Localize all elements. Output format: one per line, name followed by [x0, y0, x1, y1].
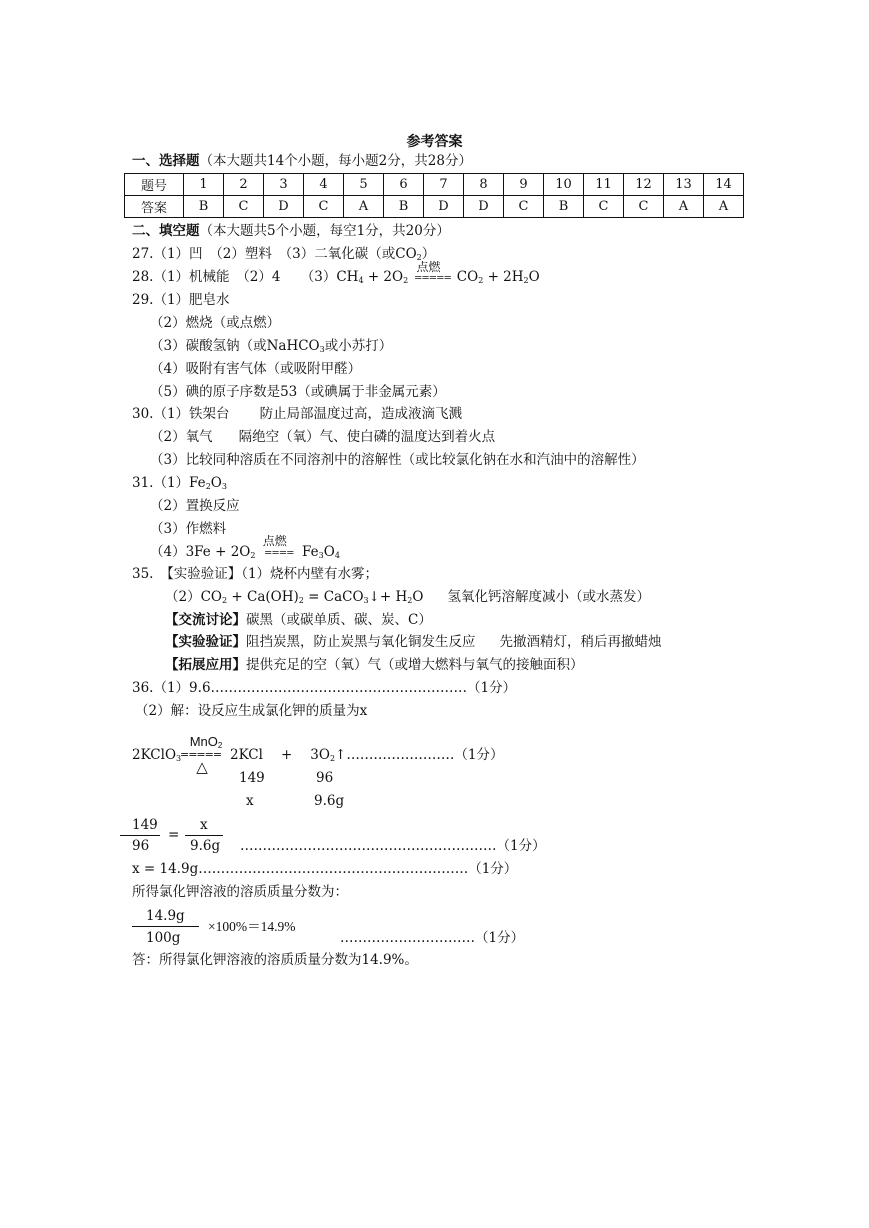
table-cell: C [224, 196, 264, 218]
final-answer: 答：所得氯化钾溶液的溶质质量分数为14.9%。 [132, 952, 418, 968]
subscript: 2 [478, 276, 484, 285]
answer-text: O [210, 475, 222, 491]
table-cell: A [664, 196, 704, 218]
answer-text: O [323, 544, 335, 560]
subscript: 2 [416, 253, 422, 262]
bracket-label: 【交流讨论】 [165, 612, 246, 628]
answer-text: = CaCO [303, 589, 364, 605]
answer-text: ↓+ H [368, 589, 408, 605]
answer-30-2 [150, 428, 495, 446]
subscript: 2 [217, 741, 223, 750]
answer-27 [132, 245, 435, 263]
answer-36-2: （2）解：设反应生成氯化钾的质量为x [135, 703, 368, 719]
subscript: 3 [318, 551, 324, 560]
table-cell: 10 [544, 174, 584, 196]
answer-text: 先撤酒精灯，稍后再撤蜡烛 [499, 634, 662, 650]
answer-text: 28.（1）机械能 （2）4 （3）CH [132, 269, 359, 285]
table-cell: D [424, 196, 464, 218]
answer-text: 提供充足的空（氧）气（或增大燃料与氧气的接触面积） [246, 657, 584, 673]
subscript: 3 [176, 754, 182, 763]
table-cell: B [384, 196, 424, 218]
table-cell: B [184, 196, 224, 218]
table-cell: 14 [704, 174, 744, 196]
answer-text: 氢氧化钙溶解度减小（或水蒸发） [447, 589, 650, 605]
answer-30-1 [132, 405, 462, 423]
answer-text: + Ca(OH) [227, 589, 299, 605]
fraction-2-numerator: x [200, 817, 208, 833]
table-row [125, 196, 744, 218]
answer-text: 2KCl [230, 747, 263, 763]
fraction-bar [185, 835, 223, 836]
fraction-3-numerator: 14.9g [146, 908, 185, 924]
reaction-equals: ===== [180, 748, 222, 761]
table-cell: 5 [344, 174, 384, 196]
table-cell: 13 [664, 174, 704, 196]
answer-text: 防止局部温度过高，造成液滴飞溅 [259, 406, 463, 422]
answer-29-2: （2）燃烧（或点燃） [150, 315, 281, 331]
fraction-bar [120, 835, 160, 836]
subscript: 3 [319, 345, 325, 354]
answer-text: 隔绝空（氧）气、使白磷的温度达到着火点 [238, 429, 496, 445]
score-note: …………………………………………………（1分） [240, 838, 546, 854]
answer-31-2: （2）置换反应 [150, 498, 240, 514]
answer-text: MnO [189, 734, 218, 749]
answer-text: ） [421, 246, 436, 262]
answer-36-1: 36.（1）9.6…………………………………………………（1分） [132, 680, 517, 696]
answer-text: + [280, 747, 293, 763]
table-cell: 1 [184, 174, 224, 196]
answer-text: 27.（1）凹 （2）塑料 （3）二氧化碳（或CO [132, 246, 417, 262]
table-cell: 题号 [125, 174, 184, 196]
page-title: 参考答案 [406, 134, 463, 150]
answer-text: （2）氧气 [150, 429, 213, 445]
answer-text: 3O [310, 747, 330, 763]
answer-29-1: 29.（1）肥皂水 [132, 292, 230, 308]
answer-text: + 2H [483, 269, 524, 285]
answer-text: 碳黑（或碳单质、碳、炭、C） [246, 612, 432, 628]
known-mass: 9.6g [314, 793, 345, 809]
fraction-1-numerator: 149 [132, 817, 158, 833]
section2-head: 二、填空题 [132, 223, 200, 239]
table-cell: C [304, 196, 344, 218]
answer-text: 30.（1）铁架台 [132, 406, 230, 422]
answer-35-4 [165, 633, 662, 651]
table-cell: C [624, 196, 664, 218]
equation-left [132, 746, 181, 764]
answer-text: + 2O [363, 269, 404, 285]
answer-text: Fe [297, 544, 319, 560]
table-cell: C [584, 196, 624, 218]
answer-text: O [528, 269, 540, 285]
answer-text: （3）碳酸氢钠（或NaHCO [150, 338, 320, 354]
reaction-equals: ===== [414, 273, 451, 284]
answer-29-4: （4）吸附有害气体（或吸附甲醛） [150, 361, 362, 377]
answer-31-3: （3）作燃料 [150, 521, 227, 537]
answer-35-1: 35. 【实验验证】（1）烧杯内壁有水雾； [132, 566, 379, 582]
section1-heading [132, 152, 472, 170]
answer-31-1 [132, 474, 227, 492]
answer-36-label: 所得氯化钾溶液的溶质质量分数为： [132, 884, 348, 900]
table-cell: A [344, 196, 384, 218]
reaction-condition: 点燃 [416, 260, 441, 274]
molar-mass-2: 96 [316, 770, 334, 786]
table-cell: B [544, 196, 584, 218]
table-cell: D [464, 196, 504, 218]
table-cell: 9 [504, 174, 544, 196]
table-cell: 6 [384, 174, 424, 196]
answer-29-5: （5）碘的原子序数是53（或碘属于非金属元素） [150, 384, 446, 400]
answer-text: 或小苏打） [324, 338, 393, 354]
table-cell: 3 [264, 174, 304, 196]
bracket-label: 【实验验证】 [165, 634, 246, 650]
answer-29-3 [150, 337, 392, 355]
answer-text: CO [452, 269, 479, 285]
answer-text: ↑ [335, 747, 347, 763]
table-cell: 12 [624, 174, 664, 196]
fraction-1-denominator: 96 [132, 838, 150, 854]
fraction-2-denominator: 9.6g [190, 838, 221, 854]
percent-result: ×100%＝14.9% [208, 919, 296, 934]
table-row [125, 174, 744, 196]
subscript: 4 [334, 551, 340, 560]
answer-30-3: （3）比较同种溶质在不同溶剂中的溶解性（或比较氯化钠在水和汽油中的溶解性） [150, 452, 645, 468]
score-note: …………………………（1分） [340, 930, 525, 946]
answer-31-4 [150, 534, 340, 563]
section1-head: 一、选择题 [132, 153, 200, 169]
answer-text: 31.（1）Fe [132, 475, 206, 491]
unknown-x: x [246, 793, 254, 809]
answer-table [124, 173, 744, 218]
reaction-equals: ==== [263, 548, 294, 559]
table-cell: 11 [584, 174, 624, 196]
table-cell: 7 [424, 174, 464, 196]
section2-note: （本大题共5个小题，每空1分，共20分） [199, 223, 450, 239]
subscript: 2 [329, 754, 336, 763]
heat-icon: △ [196, 758, 208, 776]
table-cell: C [504, 196, 544, 218]
answer-text: （4）3Fe + 2O [150, 544, 251, 560]
subscript: 2 [205, 482, 211, 491]
answer-35-5 [165, 656, 584, 674]
answer-text: 2KClO [132, 747, 177, 763]
answer-28 [132, 260, 540, 288]
section2-heading [132, 222, 450, 240]
equation-right [230, 746, 503, 764]
subscript: 3 [221, 482, 227, 491]
subscript: 2 [407, 596, 413, 605]
fraction-bar [132, 926, 199, 927]
answer-text: （2）CO [165, 589, 222, 605]
table-cell: 答案 [125, 196, 184, 218]
molar-mass-1: 149 [239, 770, 265, 786]
answer-35-3 [165, 611, 432, 629]
table-cell: A [704, 196, 744, 218]
answer-36-x: x = 14.9g……………………………………………………（1分） [132, 861, 518, 877]
subscript: 2 [222, 596, 228, 605]
table-cell: 2 [224, 174, 264, 196]
table-cell: 4 [304, 174, 344, 196]
table-cell: 8 [464, 174, 504, 196]
answer-35-2 [165, 588, 650, 606]
subscript: 2 [298, 596, 304, 605]
table-cell: D [264, 196, 304, 218]
fraction-3-denominator: 100g [146, 930, 181, 946]
answer-text: O [412, 589, 424, 605]
equals-sign: = [168, 827, 180, 843]
subscript: 2 [403, 276, 409, 285]
subscript: 2 [523, 276, 529, 285]
reaction-condition: 点燃 [262, 534, 287, 548]
subscript: 4 [358, 276, 364, 285]
bracket-label: 【拓展应用】 [165, 657, 246, 673]
score-note: ……………………（1分） [346, 747, 504, 763]
answer-text: 阻挡炭黑，防止炭黑与氧化铜发生反应 [246, 634, 476, 650]
subscript: 2 [250, 551, 256, 560]
catalyst-label [186, 734, 226, 749]
subscript: 3 [363, 596, 369, 605]
section1-note: （本大题共14个小题，每小题2分，共28分） [199, 153, 472, 169]
